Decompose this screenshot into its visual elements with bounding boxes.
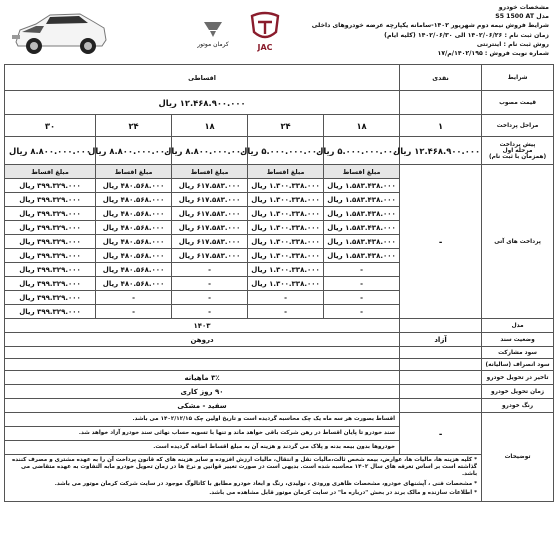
cash-cancel — [400, 359, 482, 371]
installment-amount: ۱.۵۸۳.۴۳۸.۰۰۰ ریال — [324, 179, 400, 193]
installment-cancel — [5, 359, 400, 371]
installment-amount: ۶۱۷.۵۸۳.۰۰۰ ریال — [172, 193, 248, 207]
installment-amount: ۱.۳۰۰.۳۳۸.۰۰۰ ریال — [248, 235, 324, 249]
note-installment: سند خودرو تا پایان اقساط در رهن شرکت باقی خواهد ماند و تنها با تسویه حساب نهائی سند خودرو آزاد خواهد شد. — [5, 427, 400, 441]
header — [4, 0, 553, 64]
installment-color: سفید - مشکی — [5, 399, 400, 413]
label-color: رنگ خودرو — [482, 399, 554, 413]
installment-amount: ۱.۵۸۳.۴۳۸.۰۰۰ ریال — [324, 221, 400, 235]
installment-amount: ۶۱۷.۵۸۳.۰۰۰ ریال — [172, 249, 248, 263]
note-installment: خودروها بدون بیمه بدنه و پلاک می گردند و هزینه آن به مبلغ اقساط اضافه گردیده است. — [5, 441, 400, 455]
table-row — [5, 319, 554, 333]
cash-price — [400, 91, 482, 115]
installment-amount: ۴۸۰.۵۶۸.۰۰۰ ریال — [96, 235, 172, 249]
installment-amount: ۴۸۰.۵۶۸.۰۰۰ ریال — [96, 277, 172, 291]
label-profit: سود مشارکت — [482, 347, 554, 359]
installment-amount: - — [96, 291, 172, 305]
spec-line: مشخصات خودرو — [498, 4, 549, 11]
installment-amount: ۳۹۹.۳۲۹.۰۰۰ ریال — [5, 193, 96, 207]
installment-amount: ۴۸۰.۵۶۸.۰۰۰ ریال — [96, 207, 172, 221]
installment-amount: - — [324, 291, 400, 305]
general-note: * مشخصات فنی ، آپشنهای خودرو، مشخصات ظاهری ورودی ، تولیدی، رنگ و ابعاد خودرو مطابق با کاتالوگ موجود در سایت شرکت کرمان موتور می باشد. — [54, 480, 478, 487]
label-first-stage: پیش پرداخت مرحله اول (همزمان با ثبت نام) — [482, 137, 554, 165]
label-status: وضعیت سند — [482, 333, 554, 347]
installment-amount: ۴۸۰.۵۶۸.۰۰۰ ریال — [96, 263, 172, 277]
plan-months: ۳۰ — [5, 115, 96, 137]
label-cancel: سود انصراف (سالیانه) — [482, 359, 554, 371]
cash-model — [400, 319, 482, 333]
cash-title: نقدی — [400, 65, 482, 91]
installment-amount: ۳۹۹.۳۲۹.۰۰۰ ریال — [5, 207, 96, 221]
installment-amount: - — [248, 291, 324, 305]
installment-amount: ۴۸۰.۵۶۸.۰۰۰ ریال — [96, 221, 172, 235]
installment-header: مبلغ اقساط — [172, 165, 248, 179]
installment-amount: ۳۹۹.۳۲۹.۰۰۰ ریال — [5, 221, 96, 235]
table-row — [5, 137, 554, 165]
label-price: قیمت مصوب — [482, 91, 554, 115]
installment-amount: ۳۹۹.۳۲۹.۰۰۰ ریال — [5, 305, 96, 319]
installment-status: درو‌هن — [5, 333, 400, 347]
installment-amount: ۶۱۷.۵۸۳.۰۰۰ ریال — [172, 179, 248, 193]
installment-amount: ۶۱۷.۵۸۳.۰۰۰ ریال — [172, 207, 248, 221]
label-stages: مراحل پرداخت — [482, 115, 554, 137]
label-notes: توضیحات — [482, 413, 554, 502]
table-row — [5, 333, 554, 347]
table-row — [5, 165, 554, 179]
installment-amount: ۳۹۹.۳۲۹.۰۰۰ ریال — [5, 291, 96, 305]
table-row — [5, 347, 554, 359]
table-row — [5, 91, 554, 115]
cash-delivery — [400, 385, 482, 399]
cash-payment: ۱۲.۴۶۸.۹۰۰.۰۰۰ ریال — [400, 137, 482, 165]
cash-profit — [400, 347, 482, 359]
installment-amount: ۳۹۹.۳۲۹.۰۰۰ ریال — [5, 249, 96, 263]
label-delay: تاخیر در تحویل خودرو — [482, 371, 554, 385]
installment-header: مبلغ اقساط — [96, 165, 172, 179]
label-delivery: زمان تحویل خودرو — [482, 385, 554, 399]
installment-amount: ۳۹۹.۳۲۹.۰۰۰ ریال — [5, 263, 96, 277]
cash-delay — [400, 371, 482, 385]
installment-amount: ۱.۵۸۳.۴۳۸.۰۰۰ ریال — [324, 235, 400, 249]
label-future: پرداخت های آتی — [482, 165, 554, 319]
plan-months: ۲۴ — [96, 115, 172, 137]
installment-amount: ۱.۳۰۰.۳۳۸.۰۰۰ ریال — [248, 263, 324, 277]
label-model: مدل — [482, 319, 554, 333]
table-row — [5, 385, 554, 399]
installment-amount: ۳۹۹.۳۲۹.۰۰۰ ریال — [5, 179, 96, 193]
installment-amount: ۱.۳۰۰.۳۳۸.۰۰۰ ریال — [248, 193, 324, 207]
plan-months: ۲۴ — [248, 115, 324, 137]
installment-amount: ۱.۵۸۳.۴۳۸.۰۰۰ ریال — [324, 193, 400, 207]
installment-amount: ۴۸۰.۵۶۸.۰۰۰ ریال — [96, 193, 172, 207]
table-row — [5, 455, 554, 502]
installment-amount: - — [96, 305, 172, 319]
plan-downpayment: ۸.۸۰۰.۰۰۰.۰۰۰ ریال — [5, 137, 96, 165]
general-note: * اطلاعات سازنده و مالک برند در بخش "درباره ما" در سایت کرمان موتور قابل مشاهده می باشد. — [209, 489, 478, 496]
plan-downpayment: ۸.۸۰۰.۰۰۰.۰۰۰ ریال — [96, 137, 172, 165]
installment-amount: ۳۹۹.۳۲۹.۰۰۰ ریال — [5, 277, 96, 291]
kerman-motor-logo: کرمان موتور — [184, 18, 242, 48]
car-image — [10, 6, 110, 58]
cash-color — [400, 399, 482, 413]
installment-amount: - — [324, 305, 400, 319]
plan-months: ۱۸ — [172, 115, 248, 137]
spec-line: شماره نوبت فروش : ۱۴۰۲/۱۹۵/م/۱۷ — [437, 50, 549, 58]
svg-text:JAC: JAC — [257, 43, 273, 52]
spec-line: زمان ثبت نام : ۱۴۰۲/۰۶/۲۶ الی ۱۴۰۲/۰۶/۳۰ (کلیه ایام) — [384, 31, 549, 39]
price-sheet — [4, 0, 553, 540]
table-row — [5, 371, 554, 385]
installment-amount: ۱.۵۸۳.۴۳۸.۰۰۰ ریال — [324, 249, 400, 263]
installment-model: ۱۴۰۳ — [5, 319, 400, 333]
spec-line: روش ثبت نام : اینترنتی — [476, 40, 549, 48]
installment-amount: ۱.۳۰۰.۳۳۸.۰۰۰ ریال — [248, 179, 324, 193]
km-emblem-icon — [184, 18, 242, 40]
sales-table — [4, 64, 554, 502]
cash-stage: ۱ — [400, 115, 482, 137]
installment-amount: - — [248, 305, 324, 319]
installment-title: اقساطی — [5, 65, 400, 91]
label-conditions: شرایط — [482, 65, 554, 91]
installment-amount: ۱.۳۰۰.۳۳۸.۰۰۰ ریال — [248, 249, 324, 263]
installment-header: مبلغ اقساط — [248, 165, 324, 179]
general-note: * کلیه هزینه ها، مالیات ها، عوارض، بیمه شخص ثالث،مالیات نقل و انتقال، مالیات ارزش افزوده و سایر هزینه های که قانون پرداخت آن را به عهده مشتری و مصرف کننده گذاشته است بر اساس تعرفه های سال ۱۴۰۲ محاسبه شده است. بدیهی است در صورت تغییر قوانین و نرخ ها در زمان تحویل خودرو مابه التفاوت به عهده متقاضی می باشد. — [12, 457, 478, 478]
installment-amount: - — [172, 263, 248, 277]
installment-amount: - — [172, 305, 248, 319]
spec-line: مدل S5 1500 AT — [495, 13, 549, 21]
installment-header: مبلغ اقساط — [324, 165, 400, 179]
installment-amount: ۱.۵۸۳.۴۳۸.۰۰۰ ریال — [324, 207, 400, 221]
spec-block — [287, 3, 549, 58]
table-row — [5, 399, 554, 413]
installment-amount: ۱.۳۰۰.۳۳۸.۰۰۰ ریال — [248, 207, 324, 221]
cash-notes: - — [400, 413, 482, 455]
jac-logo — [248, 10, 282, 52]
table-row — [5, 359, 554, 371]
installment-amount: - — [172, 277, 248, 291]
cash-future: - — [400, 165, 482, 319]
general-notes — [5, 455, 482, 502]
installment-delivery: ۹۰ روز کاری — [5, 385, 400, 399]
installment-amount: ۱.۳۰۰.۳۳۸.۰۰۰ ریال — [248, 277, 324, 291]
plan-downpayment: ۵.۰۰۰.۰۰۰.۰۰۰ ریال — [248, 137, 324, 165]
table-row — [5, 115, 554, 137]
installment-amount: ۴۸۰.۵۶۸.۰۰۰ ریال — [96, 249, 172, 263]
plan-months: ۱۸ — [324, 115, 400, 137]
installment-amount: ۶۱۷.۵۸۳.۰۰۰ ریال — [172, 221, 248, 235]
installment-amount: - — [324, 263, 400, 277]
note-installment: اقساط بصورت هر سه ماه یک چک محاسبه گردیده است و تاریخ اولین چک ۱۴۰۲/۱۲/۱۵ می باشد. — [5, 413, 400, 427]
table-row — [5, 413, 554, 427]
cash-status: آزاد — [400, 333, 482, 347]
spec-line: شرایط فروش نیمه دوم شهریور ۱۴۰۲-سامانه یکپارچه عرضه خودروهای داخلی — [311, 22, 549, 30]
plan-downpayment: ۵.۰۰۰.۰۰۰.۰۰۰ ریال — [324, 137, 400, 165]
plan-downpayment: ۸.۸۰۰.۰۰۰.۰۰۰ ریال — [172, 137, 248, 165]
installment-amount: - — [324, 277, 400, 291]
installment-amount: ۳۹۹.۳۲۹.۰۰۰ ریال — [5, 235, 96, 249]
table-row — [5, 65, 554, 91]
installment-price: ۱۲.۴۶۸.۹۰۰.۰۰۰ ریال — [5, 91, 400, 115]
installment-amount: ۱.۳۰۰.۳۳۸.۰۰۰ ریال — [248, 221, 324, 235]
installment-profit — [5, 347, 400, 359]
installment-amount: ۶۱۷.۵۸۳.۰۰۰ ریال — [172, 235, 248, 249]
installment-amount: ۴۸۰.۵۶۸.۰۰۰ ریال — [96, 179, 172, 193]
installment-delay: ۳٪ ماهیانه — [5, 371, 400, 385]
installment-amount: - — [172, 291, 248, 305]
installment-header: مبلغ اقساط — [5, 165, 96, 179]
